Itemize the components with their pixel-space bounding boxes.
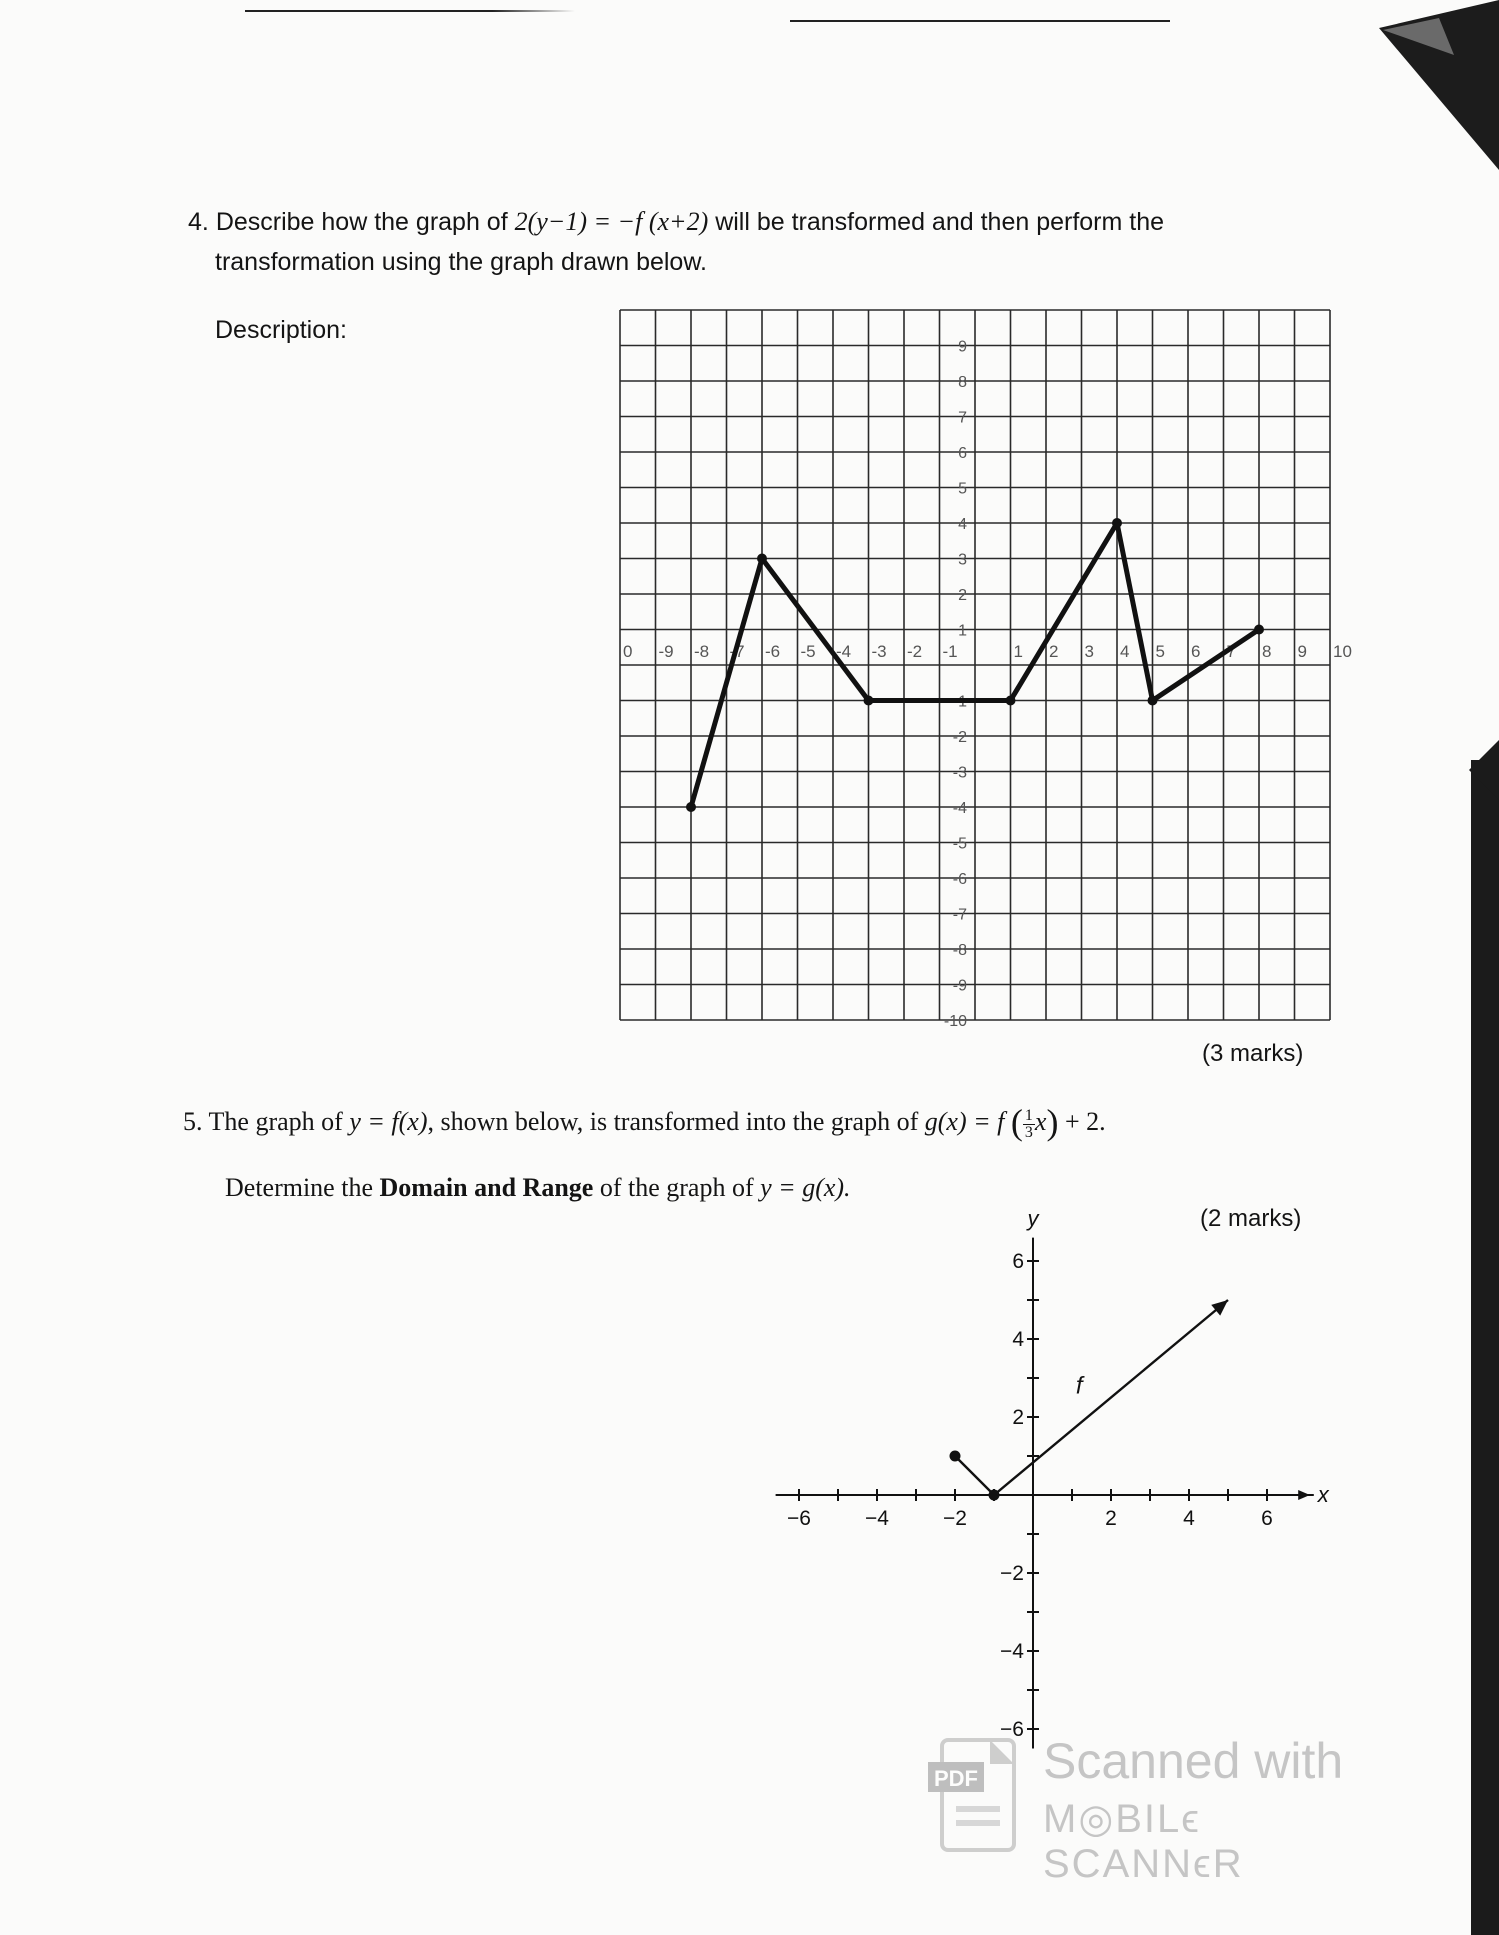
q4-text-post: will be transformed and then perform the [715, 208, 1165, 236]
q4-line1 [188, 202, 1164, 242]
y-tick-label: -3 [952, 764, 967, 782]
f-closed-endpoint [950, 1451, 961, 1462]
f-graph-point [1112, 518, 1122, 528]
x-tick-label: 8 [1262, 642, 1272, 661]
x-tick-label: 4 [1120, 642, 1130, 661]
x-tick-label: -2 [907, 642, 923, 661]
watermark-line1: Scanned with [1043, 1733, 1344, 1789]
q5-eq-g: g(x) = f [924, 1107, 1005, 1136]
x-tick-label: 7 [1226, 642, 1236, 661]
y-tick-label: −4 [1000, 1640, 1024, 1663]
q4-equation: 2(y−1) = −f (x+2) [514, 207, 709, 236]
q5-number: 5. [183, 1107, 203, 1136]
q5-marks: (2 marks) [1200, 1205, 1302, 1232]
x-tick-label: 2 [1105, 1507, 1117, 1530]
f-vertex-point [989, 1490, 1000, 1501]
q4-description-label: Description: [215, 316, 347, 344]
f-graph-point [864, 696, 874, 706]
y-tick-label: 1 [958, 622, 967, 640]
y-tick-label: 6 [958, 445, 967, 462]
y-tick-label: -2 [952, 729, 967, 746]
q5-eq-x: x [1034, 1107, 1047, 1136]
x-tick-label: -7 [729, 642, 745, 661]
x-tick-label: 5 [1155, 642, 1165, 661]
y-tick-label: −6 [1000, 1718, 1024, 1741]
x-tick-label: 2 [1049, 642, 1059, 661]
y-tick-label: -6 [952, 871, 967, 888]
f-graph-point [757, 554, 767, 564]
x-tick-label: −4 [865, 1507, 889, 1530]
scan-rule-right [790, 20, 1170, 22]
q5-text-pre: The graph of [208, 1107, 343, 1136]
y-tick-label: -7 [952, 906, 967, 924]
q4-text-pre: Describe how the graph of [215, 208, 508, 236]
x-tick-label: -9 [658, 642, 674, 661]
y-tick-label: 2 [958, 587, 967, 604]
scan-rule-left [245, 10, 575, 12]
q5-line2-mid: of the graph of [599, 1173, 754, 1202]
q4-marks: (3 marks) [1202, 1040, 1304, 1067]
y-tick-label: -4 [952, 800, 967, 817]
q5-frac-den: 3 [1024, 1123, 1033, 1141]
y-tick-label: 4 [958, 516, 967, 533]
q5-line2-pre: Determine the [225, 1173, 373, 1202]
x-axis-arrow [1298, 1490, 1310, 1500]
x-tick-label: -4 [836, 642, 852, 661]
q5-text-mid: , shown below, is transformed into the graph of [427, 1107, 919, 1136]
x-tick-label: 10 [1333, 642, 1352, 661]
x-tick-label: -8 [694, 642, 710, 661]
q5-line2-bold: Domain and Range [379, 1173, 594, 1202]
y-tick-label: 3 [958, 551, 967, 569]
q5-frac-num: 1 [1024, 1106, 1033, 1124]
y-tick-label: 5 [958, 480, 967, 498]
q5-eq-paren: ( [1010, 1102, 1023, 1142]
x-tick-label: −2 [943, 1507, 967, 1530]
y-tick-label: 4 [1012, 1328, 1024, 1351]
scan-corner-shadow [1379, 0, 1499, 170]
y-tick-label: 9 [958, 338, 967, 356]
scan-edge-shadow [1471, 760, 1499, 1935]
y-tick-label: -1 [952, 693, 967, 711]
y-tick-label: -5 [952, 835, 967, 853]
x-tick-label: 6 [1191, 642, 1201, 661]
y-tick-label: -9 [952, 977, 967, 995]
x-tick-label: -5 [800, 642, 816, 661]
y-tick-label: -10 [943, 1013, 967, 1030]
q5-line1 [183, 1102, 1106, 1142]
q4-number: 4. [188, 208, 209, 236]
f-graph-point [1148, 696, 1158, 706]
f-curve-label: f [1075, 1372, 1083, 1400]
x-tick-label: −6 [787, 1507, 811, 1530]
f-graph-point [1006, 696, 1016, 706]
x-tick-label: -3 [871, 642, 887, 661]
x-axis-label: x [1317, 1482, 1329, 1507]
y-axis-label: y [1027, 1205, 1039, 1231]
x-tick-label: -6 [765, 642, 781, 661]
scanner-watermark [928, 1728, 1408, 1886]
y-tick-label: −2 [1000, 1562, 1024, 1585]
x-tick-label: 1 [1013, 642, 1023, 661]
q5-eq-fraction [1023, 1108, 1035, 1141]
q5-eq-y-f: y = f(x) [349, 1107, 428, 1136]
x-tick-label: 6 [1261, 1507, 1273, 1530]
q5-eq-plus2: + 2. [1064, 1107, 1106, 1136]
f-graph-point [686, 802, 696, 812]
y-tick-label: 7 [958, 409, 967, 427]
f-graph-point [1254, 625, 1264, 635]
x-tick-label: 0 [623, 642, 633, 661]
q5-line2-eq: y = g(x). [760, 1173, 851, 1202]
watermark-line2: M◎BILϵ SCANNϵR [1043, 1797, 1244, 1886]
q5-eq-paren-close: ) [1046, 1102, 1059, 1142]
x-tick-label: 4 [1183, 1507, 1195, 1530]
q5-line2 [225, 1168, 851, 1208]
pdf-document-icon [928, 1736, 1028, 1856]
pdf-badge: PDF [934, 1766, 978, 1791]
y-tick-label: -8 [952, 942, 967, 959]
q4-line2: transformation using the graph drawn below. [215, 248, 707, 276]
x-tick-label: -1 [942, 642, 958, 661]
x-tick-label: 9 [1297, 642, 1307, 661]
x-tick-label: 3 [1084, 642, 1094, 661]
scan-edge-notch [1459, 740, 1499, 800]
q4-grid-chart [600, 298, 1360, 1038]
y-tick-label: 6 [1012, 1250, 1024, 1273]
f-curve [955, 1300, 1228, 1495]
y-tick-label: 2 [1012, 1406, 1024, 1429]
y-tick-label: 8 [958, 374, 967, 391]
